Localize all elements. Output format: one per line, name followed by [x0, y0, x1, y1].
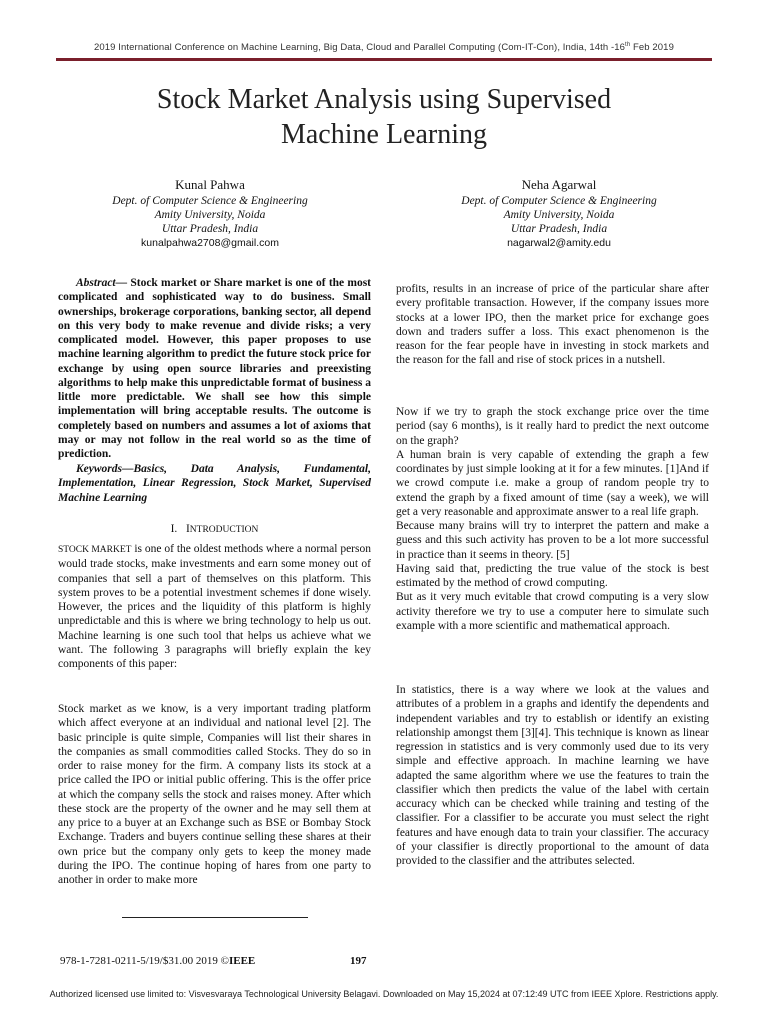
keywords-text: Keywords—Basics, Data Analysis, Fundamental, Implementation, Linear Regression, Stock Market, Supervised Machine Learning	[58, 463, 371, 504]
conference-date: Feb 2019	[630, 42, 674, 54]
license-notice: Authorized licensed use limited to: Visvesvaraya Technological University Belagavi. Downloaded on May 15,2024 at 07:12:49 UTC from IEEE Xplore. Restrictions apply.	[49, 989, 719, 999]
right-paragraph-2	[396, 405, 709, 633]
isbn-line	[60, 955, 255, 967]
right-paragraph-3	[396, 683, 709, 868]
author-block-1	[60, 178, 360, 250]
right-p2e-text: But as it very much evitable that crowd computing is a very slow activity therefore we try to use a computer here to simulate such example with a more scientific and mathematical approach.	[396, 591, 709, 632]
ieee-mark: IEEE	[228, 955, 256, 967]
section-number: I.	[170, 523, 178, 535]
abstract-label: Abstract—	[76, 277, 128, 289]
author-email: nagarwal2@amity.edu	[507, 237, 611, 249]
intro-p2-text: Stock market as we know, is a very important trading platform which affect everyone at an individual and national level [2]. The basic principle is quite simple, Companies will list their shares in the companies as small commodities called Stocks. They do so in order to raise money for the firm. A company lists its stock at a price called the IPO or initial public offering. This is the offer price at which the company sells the stock and raises money. After which these stock are the property of the owner and he may sell them at any price to a buyer at an Exchange such as BSE or Bombay Stock Exchange. Traders and buyers continue selling these shares at their own price but the company only gets to keep the money made during the IPO. The continue hoping of hares from one party to another in order to make more	[58, 703, 371, 886]
section-title-rest: NTRODUCTION	[189, 525, 259, 535]
paper-title	[60, 82, 708, 152]
author-email: kunalpahwa2708@gmail.com	[141, 237, 279, 249]
right-p1-text: profits, results in an increase of price of the particular share after every profitable transaction. However, if the company issues more stocks at a lower IPO, then the market price for exchange goes down and traders suffer a loss. This exact phenomenon is the reason for the fear people have in investing in stock markets and the reason for the fall and rise of stock prices in a nutshell.	[396, 283, 709, 367]
author-dept: Dept. of Computer Science & Engineering	[461, 195, 657, 207]
right-paragraph-1	[396, 282, 709, 368]
isbn-text: 978-1-7281-0211-5/19/$31.00 2019 ©	[60, 955, 229, 967]
footnote-rule	[122, 917, 308, 918]
author-block-2	[409, 178, 709, 250]
intro-text: is one of the oldest methods where a normal person would trade stocks, make investments and earn some money out of companies that sell a part of themselves on this platform. This system proves to be a potential investment schemes if done wisely. However, the prices and the liquidity of this platform is highly unpredictable and this is where we bring technology to help us out. Machine learning is one such tool that helps us achieve what we want. The following 3 paragraphs will briefly explain the key components of this paper:	[58, 543, 371, 670]
intro-lead: STOCK MARKET	[58, 545, 132, 555]
title-line-1: Stock Market Analysis using Supervised	[156, 84, 612, 115]
author-name: Kunal Pahwa	[175, 177, 245, 192]
section-title-first: I	[185, 523, 190, 535]
abstract	[58, 276, 371, 461]
right-p3-text: In statistics, there is a way where we look at the values and attributes of a problem in a graphs and identify the dependents and independent variables and try to establish or identify an existing relationship amongst them [3][4]. This technique is known as linear regression in statistics and is very commonly used due to its very simple and effective approach. In machine learning we have adapted the same algorithm where we use the features to train the classifier which then predicts the value of the label with certain accuracy which can be checked while training and testing of the classifier. For a classifier to be accurate you must select the right features and have enough data to train your classifier. The accuracy of your classifier is directly proportional to the amount of data provided to the classifier and the attributes selected.	[396, 684, 709, 867]
intro-paragraph-1	[58, 542, 371, 671]
author-name: Neha Agarwal	[521, 177, 597, 192]
title-line-2: Machine Learning	[280, 119, 488, 150]
right-p2d-text: Having said that, predicting the true value of the stock is best estimated by the method of crowd computing.	[396, 562, 709, 589]
author-state: Uttar Pradesh, India	[161, 223, 259, 235]
page-number: 197	[350, 955, 367, 967]
keywords	[58, 462, 371, 505]
header-rule	[56, 58, 712, 61]
author-dept: Dept. of Computer Science & Engineering	[112, 195, 308, 207]
section-heading	[58, 523, 371, 535]
conference-text: 2019 International Conference on Machine Learning, Big Data, Cloud and Parallel Computing (Com-IT-Con), India, 14th -16	[94, 42, 626, 54]
author-university: Amity University, Noida	[503, 209, 615, 221]
abstract-text: Stock market or Share market is one of the most complicated and sophisticated way to do business. Small ownerships, brokerage corporations, banking sector, all depend on this very body to make revenue and divide risks; a very complicated model. However, this paper proposes to use machine learning algorithm to predict the future stock price for exchange by using open source libraries and preexisting algorithms to help make this unpredictable format of business a little more predictable. We shall see how this simple implementation will bring acceptable results. The outcome is completely based on numbers and assumes a lot of axioms that may or may not follow in the real world so as the time of prediction.	[58, 277, 371, 460]
author-university: Amity University, Noida	[154, 209, 266, 221]
right-p2a-text: Now if we try to graph the stock exchange price over the time period (say 6 months), is it really hard to predict the next outcome on the graph?	[396, 406, 709, 447]
intro-paragraph-2	[58, 702, 371, 887]
conference-superscript: th	[625, 42, 631, 48]
right-p2c-text: Because many brains will try to interpret the pattern and make a guess and this such activity has proven to be a lot more successful in practice than it seems in theory. [5]	[396, 520, 709, 561]
author-state: Uttar Pradesh, India	[510, 223, 608, 235]
conference-header	[0, 42, 768, 53]
right-p2b-text: A human brain is very capable of extending the graph a few coordinates by just simple looking at it for a few minutes. [1]And if we crowd compute i.e. make a group of random people try to extend the graph by a fixed amount of time (say a week), we will get a very reasonable and approximate answer to a real life graph.	[396, 448, 709, 518]
